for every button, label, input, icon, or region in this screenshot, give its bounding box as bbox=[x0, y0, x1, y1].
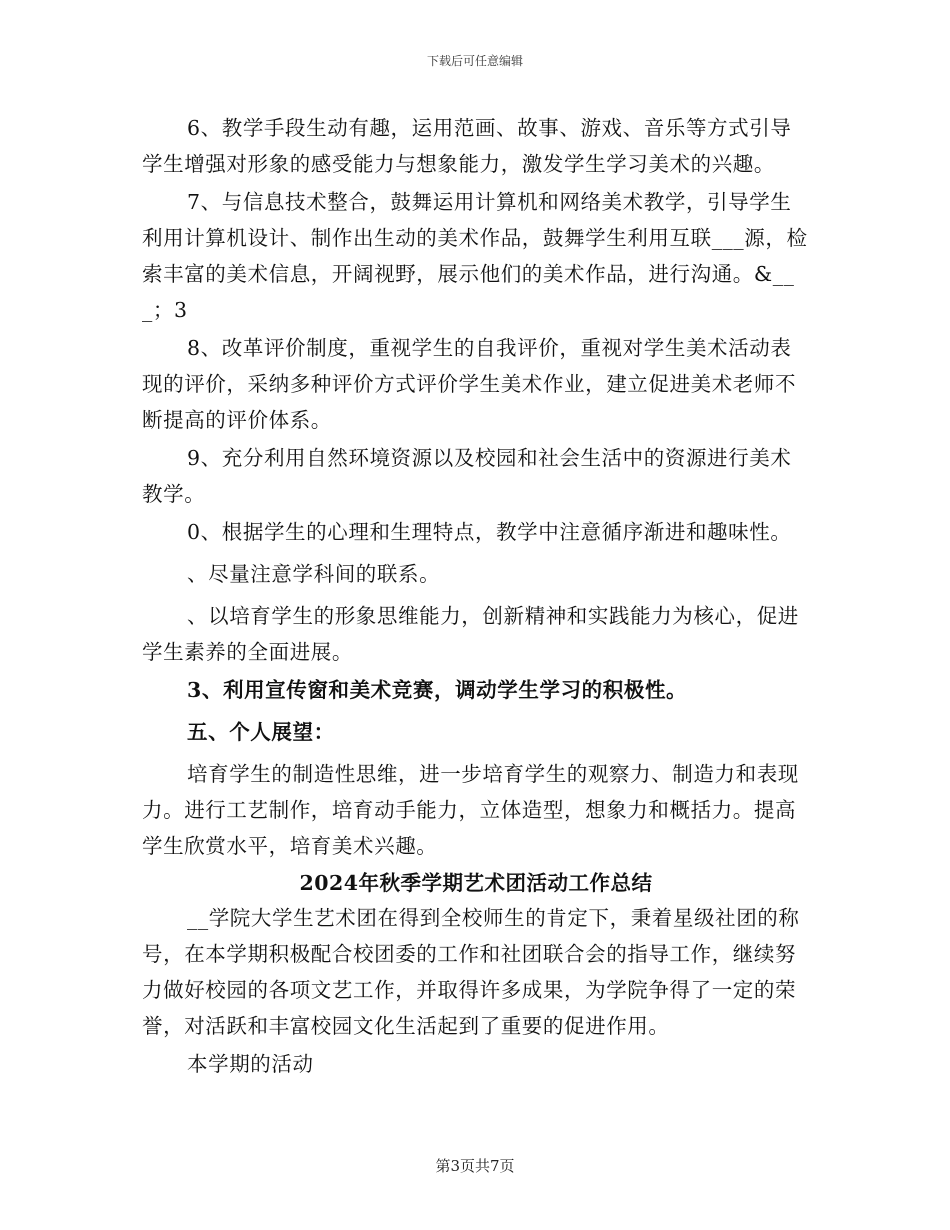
paragraph-item-12: 、以培育学生的形象思维能力，创新精神和实践能力为核心，促进学生素养的全面进展。 bbox=[142, 604, 799, 664]
paragraph-item-7: 7、与信息技术整合，鼓舞运用计算机和网络美术教学，引导学生利用计算机设计、制作出生动的美术作品，鼓舞学生利用互联___源，检索丰富的美术信息，开阔视野，展示他们的美术作品，进行沟通。&___；3 bbox=[142, 190, 808, 322]
paragraph-item-6: 6、教学手段生动有趣，运用范画、故事、游戏、音乐等方式引导学生增强对形象的感受能力与想象能力，激发学生学习美术的兴趣。 bbox=[142, 116, 792, 176]
paragraph-activities: 本学期的活动 bbox=[187, 1052, 314, 1076]
paragraph-item-9: 9、充分利用自然环境资源以及校园和社会生活中的资源进行美术教学。 bbox=[142, 446, 792, 506]
paragraph-intro: __学院大学生艺术团在得到全校师生的肯定下，秉着星级社团的称号，在本学期积极配合校团委的工作和社团联合会的指导工作，继续努力做好校园的各项文艺工作，并取得许多成果，为学院争得了一定的荣誉，对活跃和丰富校园文化生活起到了重要的促进作用。 bbox=[142, 906, 800, 1038]
paragraph-outlook: 培育学生的制造性思维，进一步培育学生的观察力、制造力和表现力。进行工艺制作，培育动手能力，立体造型，想象力和概括力。提高学生欣赏水平，培育美术兴趣。 bbox=[142, 762, 799, 858]
paragraph-item-11: 、尽量注意学科间的联系。 bbox=[187, 562, 441, 586]
page-footer: 第3页共7页 bbox=[435, 1157, 515, 1175]
document-body bbox=[142, 110, 810, 1084]
section-heading-outlook: 五、个人展望： bbox=[187, 720, 335, 744]
paragraph-item-bold-3: 3、利用宣传窗和美术竞赛，调动学生学习的积极性。 bbox=[187, 678, 688, 702]
section-title: 2024年秋季学期艺术团活动工作总结 bbox=[299, 871, 653, 895]
page-header: 下载后可任意编辑 bbox=[426, 54, 523, 68]
paragraph-item-8: 8、改革评价制度，重视学生的自我评价，重视对学生美术活动表现的评价，采纳多种评价方式评价学生美术作业，建立促进美术老师不断提高的评价体系。 bbox=[142, 336, 797, 432]
paragraph-item-10: 0、根据学生的心理和生理特点，教学中注意循序渐进和趣味性。 bbox=[187, 520, 792, 544]
